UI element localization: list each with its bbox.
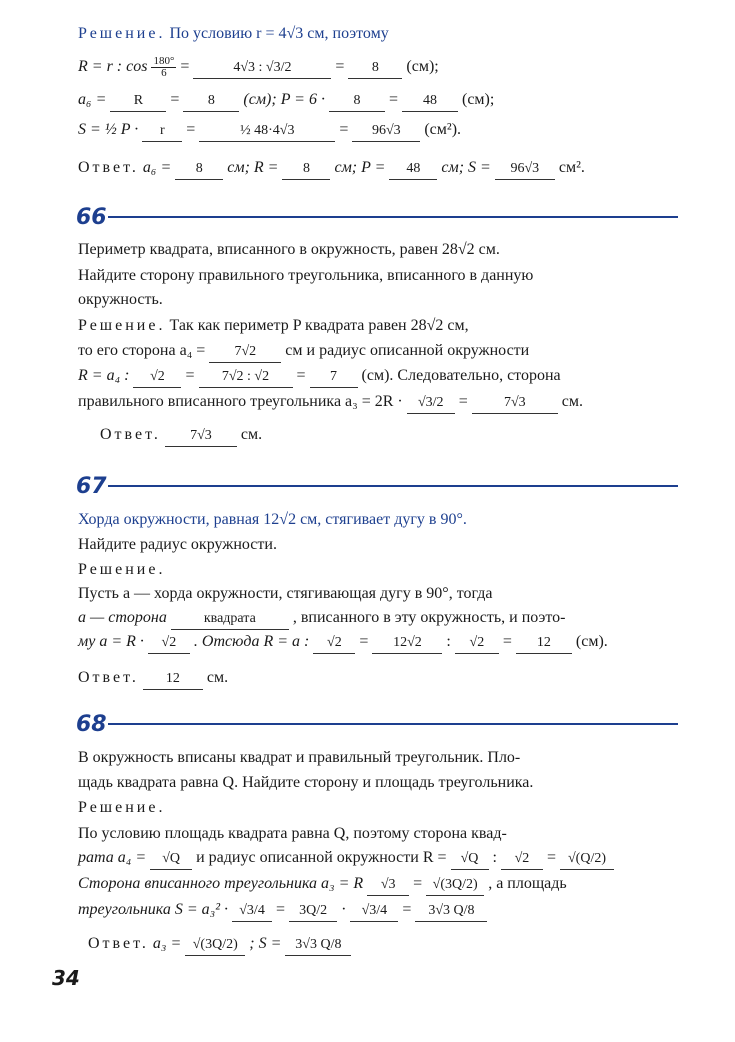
handwritten-fill: квадрата xyxy=(171,609,289,630)
handwritten-fill: √(3Q/2) xyxy=(426,875,484,896)
formula-text: . Отсюда R = a : xyxy=(193,633,310,650)
condition-text: щадь квадрата равна Q. Найдите сторону и площадь треугольника. xyxy=(78,774,534,791)
formula-text: му a = R · xyxy=(78,633,144,650)
handwritten-fill: 96√3 xyxy=(352,121,420,142)
condition-text: Найдите радиус окружности. xyxy=(78,536,277,553)
formula-text: ; S = xyxy=(249,935,282,952)
solution-label: Решение. xyxy=(78,799,166,816)
solution-line: треугольника S = a₃² · √3/4 = 3Q/2 · √3/4 = 3√3 Q/8 xyxy=(78,900,487,922)
handwritten-fill: √(3Q/2) xyxy=(185,935,245,956)
handwritten-fill: 48 xyxy=(389,159,437,180)
formula-text: R = a₄ : xyxy=(78,367,130,384)
handwritten-fill: √2 xyxy=(148,633,190,654)
solution-text: , а площадь xyxy=(488,875,567,892)
solution-text: и радиус описанной окружности R = xyxy=(196,849,447,866)
answer-line xyxy=(88,934,351,956)
answer-label: Ответ. xyxy=(78,159,139,176)
formula-text: a₆ = xyxy=(78,91,107,108)
solution-text: то его сторона a₄ = xyxy=(78,342,206,359)
answer-label: Ответ. xyxy=(100,426,161,443)
handwritten-fill: √2 xyxy=(313,633,355,654)
unit-text: (см); xyxy=(406,58,439,76)
unit-text: см. xyxy=(240,426,263,443)
handwritten-fill: √Q xyxy=(150,849,192,870)
solution-line xyxy=(78,316,469,336)
handwritten-fill: 7√2 : √2 xyxy=(199,367,293,388)
condition-text: Периметр квадрата, вписанного в окружность, равен 28√2 см. xyxy=(78,241,500,258)
unit-text: см. xyxy=(206,669,229,686)
handwritten-fill: √Q xyxy=(451,849,489,870)
handwritten-fill: 48 xyxy=(402,91,458,112)
section-divider xyxy=(108,485,678,487)
handwritten-fill: 4√3 : √3/2 xyxy=(193,58,331,79)
solution-line: Пусть a — хорда окружности, стягивающая дугу в 90°, тогда xyxy=(78,585,493,602)
solution-line: му a = R · √2 . Отсюда R = a : √2 = 12√2 : √2 = 12 (см). xyxy=(78,632,608,654)
handwritten-fill: √2 xyxy=(455,633,499,654)
formula-text: a₆ = xyxy=(142,159,172,176)
solution-text: (см). Следовательно, сторона xyxy=(361,367,561,384)
top-solution-line3: a₆ = R = 8 (см); P = 6 · 8 = 48 (см); xyxy=(78,90,494,112)
formula-text: Сторона вписанного треугольника a₃ = R xyxy=(78,875,364,892)
handwritten-fill: √3/2 xyxy=(407,393,455,414)
solution-text: , вписанного в эту окружность, и поэто- xyxy=(292,609,566,626)
denominator: 6 xyxy=(161,67,167,79)
handwritten-fill: 12 xyxy=(143,669,203,690)
handwritten-fill: 12 xyxy=(516,633,572,654)
unit-text: (см). xyxy=(575,633,608,650)
solution-label: Решение. xyxy=(78,317,166,334)
handwritten-fill: 7√2 xyxy=(209,342,281,363)
handwritten-fill: 8 xyxy=(348,58,402,79)
handwritten-fill: √3 xyxy=(367,875,409,896)
handwritten-fill: 8 xyxy=(183,91,239,112)
formula-text: треугольника S = a₃² · xyxy=(78,901,229,918)
handwritten-fill: ½ 48·4√3 xyxy=(199,121,335,142)
top-answer xyxy=(78,158,585,180)
formula-text: S = ½ P · xyxy=(78,121,139,138)
handwritten-fill: √2 xyxy=(133,367,181,388)
formula-text: (см); P = 6 · xyxy=(243,91,325,108)
handwritten-fill: 3√3 Q/8 xyxy=(285,935,351,956)
formula-text: см; R = xyxy=(227,159,279,176)
unit-text: (см²). xyxy=(424,121,462,138)
solution-text: правильного вписанного треугольника a₃ = 2R · xyxy=(78,393,403,410)
handwritten-fill: √3/4 xyxy=(232,901,272,922)
solution-text: Так как периметр P квадрата равен 28√2 см, xyxy=(169,317,469,334)
section-divider xyxy=(108,216,678,218)
handwritten-fill: R xyxy=(110,91,166,112)
problem-number: 66 xyxy=(76,205,107,230)
answer-label: Ответ. xyxy=(78,669,139,686)
handwritten-fill: 8 xyxy=(282,159,330,180)
answer-label: Ответ. xyxy=(88,935,149,952)
solution-line: Сторона вписанного треугольника a₃ = R √3 = √(3Q/2) , а площадь xyxy=(78,874,567,896)
solution-label: Решение. xyxy=(78,25,166,42)
solution-line: правильного вписанного треугольника a₃ = 2R · √3/2 = 7√3 см. xyxy=(78,392,583,414)
handwritten-fill: 8 xyxy=(329,91,385,112)
handwritten-fill: r xyxy=(142,121,182,142)
answer-line xyxy=(100,425,262,447)
handwritten-fill: 12√2 xyxy=(372,633,442,654)
fraction xyxy=(151,56,176,79)
handwritten-fill: 7√3 xyxy=(472,393,558,414)
formula-text: рата a₄ = xyxy=(78,849,147,866)
condition-text: Найдите сторону правильного треугольника, вписанного в данную xyxy=(78,267,534,284)
section-divider xyxy=(108,723,678,725)
condition-text: окружность. xyxy=(78,291,163,308)
solution-text: см и радиус описанной окружности xyxy=(285,342,530,359)
handwritten-fill: 8 xyxy=(175,159,223,180)
condition-text: В окружность вписаны квадрат и правильный треугольник. Пло- xyxy=(78,749,521,766)
solution-text: По условию r = 4√3 см, поэтому xyxy=(169,25,389,42)
handwritten-fill: 3√3 Q/8 xyxy=(415,901,487,922)
unit-text: см². xyxy=(558,159,585,176)
handwritten-fill: √2 xyxy=(501,849,543,870)
condition-text: Хорда окружности, равная 12√2 см, стягивает дугу в 90°. xyxy=(78,511,467,528)
formula-text: см; S = xyxy=(441,159,491,176)
page-number: 34 xyxy=(52,966,80,990)
handwritten-fill: 7 xyxy=(310,367,358,388)
solution-line: R = a₄ : √2 = 7√2 : √2 = 7 (см). Следовательно, сторона xyxy=(78,366,561,388)
problem-number: 68 xyxy=(76,712,107,737)
solution-line xyxy=(78,341,529,363)
handwritten-fill: 96√3 xyxy=(495,159,555,180)
handwritten-fill: 3Q/2 xyxy=(289,901,337,922)
solution-line: рата a₄ = √Q и радиус описанной окружности R = √Q : √2 = √(Q/2) xyxy=(78,848,614,870)
unit-text: см. xyxy=(561,393,584,410)
formula-text: R = r : cos xyxy=(78,58,148,76)
solution-line xyxy=(78,608,565,630)
formula-text: a₃ = xyxy=(152,935,182,952)
numerator: 180° xyxy=(153,55,175,67)
unit-text: (см); xyxy=(462,91,495,108)
problem-number: 67 xyxy=(76,474,107,499)
formula-text: см; P = xyxy=(334,159,386,176)
top-solution-line2: R = r : cos $\frac{180^\circ}{6}$ = 4√3 : √3/2 = 8 (см); xyxy=(78,55,439,79)
formula-text: a — сторона xyxy=(78,609,167,626)
handwritten-fill: √3/4 xyxy=(350,901,398,922)
solution-line: По условию площадь квадрата равна Q, поэтому сторона квад- xyxy=(78,825,507,842)
handwritten-fill: √(Q/2) xyxy=(560,849,614,870)
handwritten-fill: 7√3 xyxy=(165,426,237,447)
top-solution-line1 xyxy=(78,24,389,44)
top-solution-line4: S = ½ P · r = ½ 48·4√3 = 96√3 (см²). xyxy=(78,120,461,142)
solution-label: Решение. xyxy=(78,561,166,578)
answer-line xyxy=(78,668,228,690)
